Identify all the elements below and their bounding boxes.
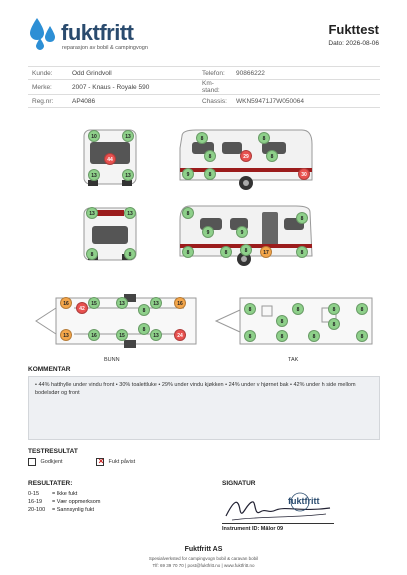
reading-dot: 9 <box>202 226 214 238</box>
merke-label: Merke: <box>28 80 68 95</box>
reading-dot: 13 <box>86 207 98 219</box>
customer-info-table <box>28 66 380 108</box>
reading-dot: 13 <box>122 130 134 142</box>
merke-value: 2007 - Knaus - Royale 590 <box>68 80 198 95</box>
footer-line-2: Tlf: 69 39 70 70 | post@fuktfritt.no | www.fuktfritt.no <box>152 563 255 568</box>
godkjent-label: Godkjent <box>40 459 63 466</box>
info-row <box>28 67 380 80</box>
resultater-title: RESULTATER: <box>28 480 73 487</box>
reading-dot: 8 <box>266 150 278 162</box>
chassis-value: WKN59471J7W050064 <box>232 95 380 108</box>
reading-dot: 8 <box>204 150 216 162</box>
legend-row <box>26 506 102 514</box>
brand-logo <box>28 14 158 56</box>
instrument-id: Instrument ID: Mâlor 09 <box>222 526 284 532</box>
legend-range: 20-100 <box>28 507 46 513</box>
reading-dot: 8 <box>328 318 340 330</box>
kmstand-value <box>232 80 380 95</box>
info-row <box>28 95 380 108</box>
telefon-value: 90866222 <box>232 67 380 80</box>
legend-row <box>26 498 102 506</box>
regnr-value: AP4086 <box>68 95 198 108</box>
reading-dot: 15 <box>88 297 100 309</box>
reading-dot: 13 <box>88 169 100 181</box>
reading-dot: 8 <box>276 330 288 342</box>
fukt-option <box>96 458 135 466</box>
reading-dot: 13 <box>60 329 72 341</box>
chassis-label: Chassis: <box>198 95 232 108</box>
reading-dot: 13 <box>122 169 134 181</box>
reading-dot: 8 <box>196 132 208 144</box>
reading-dot: 8 <box>258 132 270 144</box>
legend-desc: = Ikke fukt <box>52 491 78 497</box>
legend-desc: = Vær oppmerksom <box>52 499 101 505</box>
document-title: Fukttest <box>328 22 379 37</box>
reading-dot: 44 <box>104 153 116 165</box>
reading-dot: 8 <box>276 315 288 327</box>
reading-dot: 8 <box>244 303 256 315</box>
bunn-label: BUNN <box>104 357 120 363</box>
kmstand-label: Km-stand: <box>198 80 232 95</box>
reading-dot: 42 <box>76 302 88 314</box>
legend-range: 0-15 <box>28 491 40 497</box>
reading-dot: 10 <box>88 130 100 142</box>
legend-row <box>26 490 102 498</box>
reading-dot: 8 <box>328 303 340 315</box>
reading-dot: 16 <box>174 297 186 309</box>
regnr-label: Reg.nr: <box>28 95 68 108</box>
reading-dot: 29 <box>240 150 252 162</box>
kommentar-box <box>28 376 380 440</box>
kommentar-text: • 44% hatthylle under vindu front • 30% toalettluke • 29% under vindu kjøkken • 24% under v hjørnet bak • 42% under h side mellom bodelsdør og front <box>35 382 356 396</box>
info-row <box>28 80 380 95</box>
reading-dot: 8 <box>292 303 304 315</box>
reading-dot: 16 <box>88 329 100 341</box>
fukt-label: Fukt påvist <box>108 459 136 466</box>
date-label: Dato: <box>328 40 344 47</box>
water-drops-icon <box>28 16 60 52</box>
reading-dot: 8 <box>182 246 194 258</box>
reading-dot: 8 <box>308 330 320 342</box>
signature-image <box>222 490 334 526</box>
resultater-legend <box>26 490 102 514</box>
fukt-checkbox[interactable] <box>96 458 104 466</box>
reading-dot: 8 <box>124 248 136 260</box>
kommentar-title: KOMMENTAR <box>28 366 71 373</box>
reading-dot: 15 <box>116 329 128 341</box>
document-date <box>328 40 379 47</box>
tak-label: TAK <box>288 357 299 363</box>
reading-dot: 8 <box>240 244 252 256</box>
reading-dot: 30 <box>298 168 310 180</box>
godkjent-option <box>28 458 63 466</box>
legend-desc: = Sannsynlig fukt <box>52 507 95 513</box>
brand-tagline: reparasjon av bobil & campingvogn <box>62 45 148 51</box>
reading-dot: 9 <box>236 226 248 238</box>
footer-company: Fuktfritt AS <box>184 546 223 553</box>
reading-dot: 8 <box>296 212 308 224</box>
reading-dot: 9 <box>182 168 194 180</box>
signatur-title: SIGNATUR <box>222 480 256 487</box>
godkjent-checkbox[interactable] <box>28 458 36 466</box>
brand-name: fuktfritt <box>61 20 134 45</box>
footer-line-1: Spesialverksted for campingvogn bobil & caravan bobil <box>148 556 259 561</box>
reading-dot: 17 <box>260 246 272 258</box>
legend-range: 16-19 <box>28 499 43 505</box>
reading-dot: 8 <box>86 248 98 260</box>
svg-text:fuktfritt: fuktfritt <box>288 496 320 506</box>
reading-dot: 8 <box>356 303 368 315</box>
reading-dot: 8 <box>138 323 150 335</box>
reading-dot: 8 <box>182 207 194 219</box>
reading-dot: 13 <box>150 329 162 341</box>
reading-dot: 8 <box>138 304 150 316</box>
reading-dot: 13 <box>150 297 162 309</box>
reading-dot: 8 <box>244 330 256 342</box>
signature-line <box>222 523 334 524</box>
reading-dot: 24 <box>174 329 186 341</box>
reading-dot: 8 <box>204 168 216 180</box>
reading-dot: 8 <box>220 246 232 258</box>
kunde-value: Odd Grindvoll <box>68 67 198 80</box>
reading-dot: 13 <box>124 207 136 219</box>
reading-dot: 8 <box>356 330 368 342</box>
reading-dot: 16 <box>60 297 72 309</box>
reading-dot: 13 <box>116 297 128 309</box>
testresultat-title: TESTRESULTAT <box>28 448 78 455</box>
date-value: 2026-08-06 <box>345 40 379 47</box>
telefon-label: Telefon: <box>198 67 232 80</box>
kunde-label: Kunde: <box>28 67 68 80</box>
reading-dot: 8 <box>296 246 308 258</box>
